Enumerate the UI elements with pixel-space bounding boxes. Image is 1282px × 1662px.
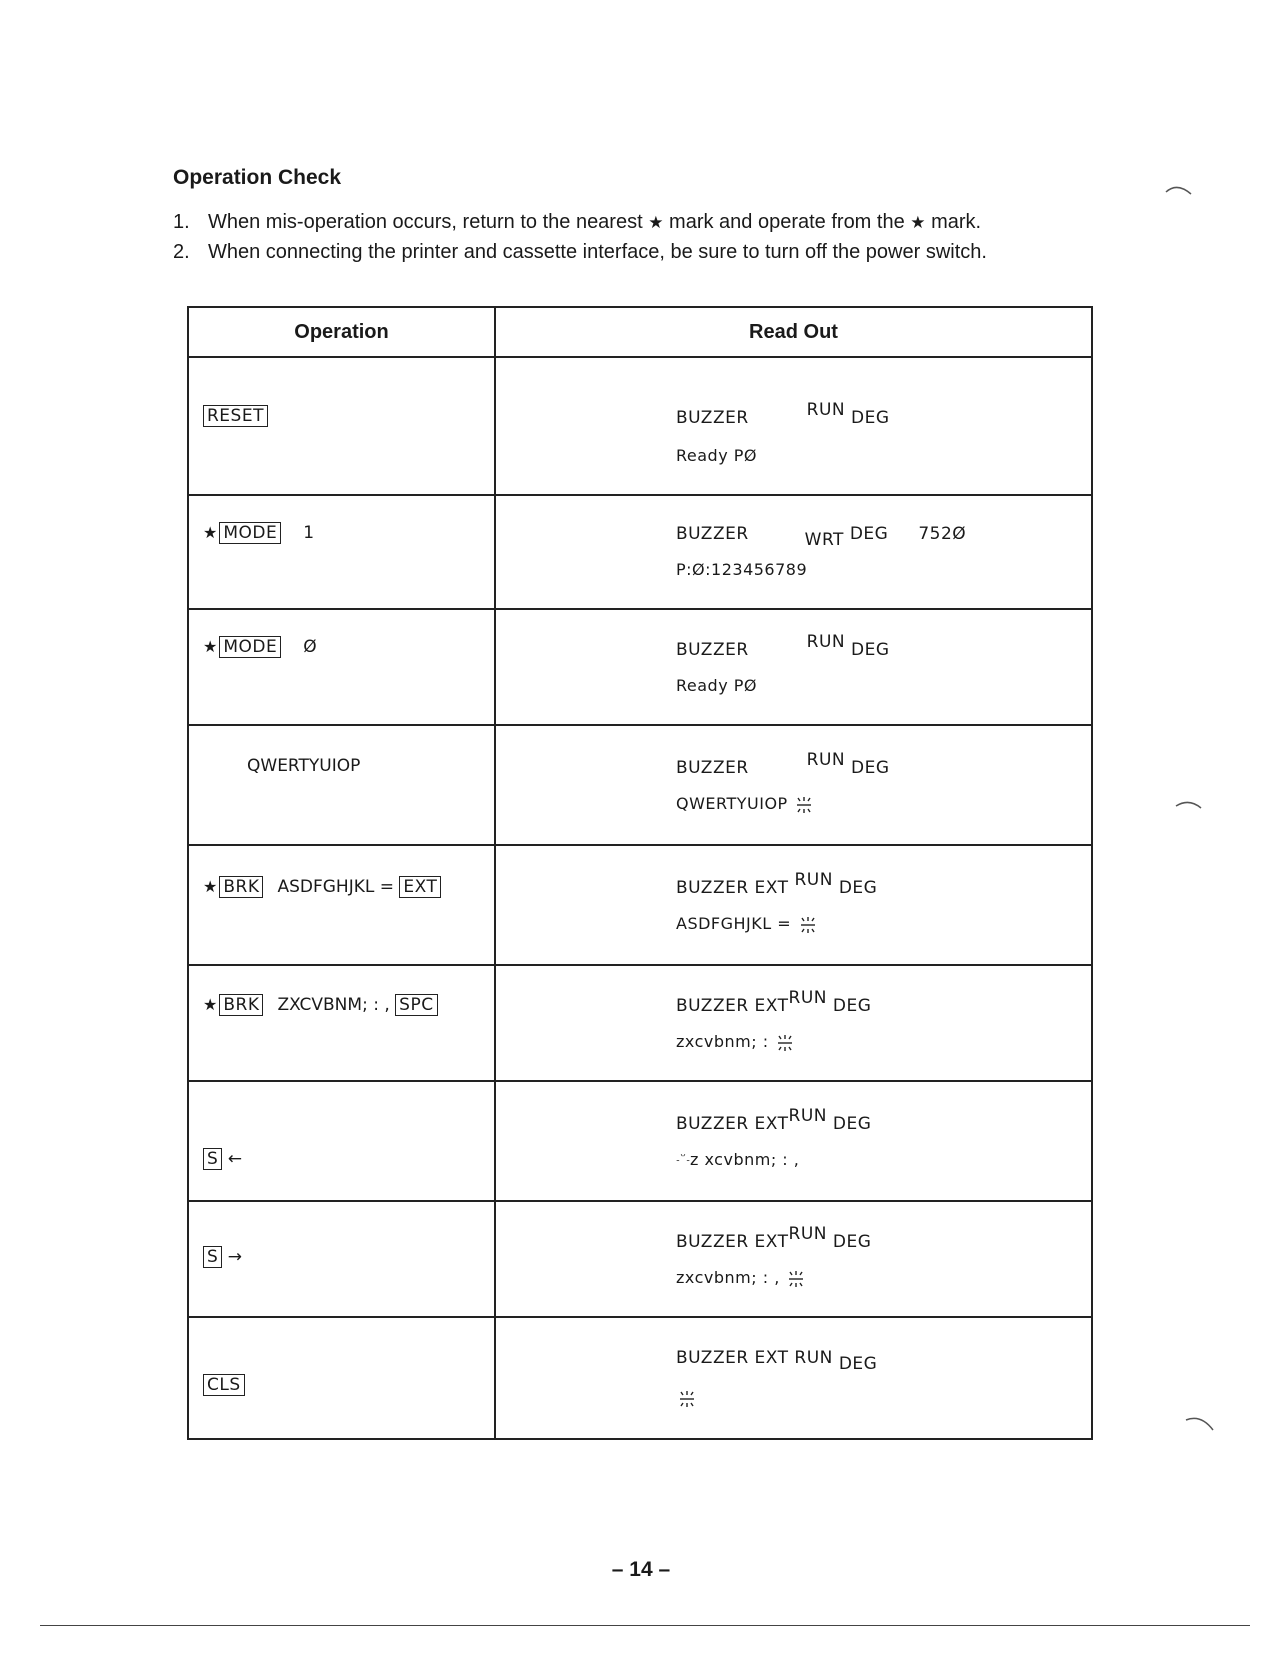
readout-mode: WRT — [804, 530, 844, 550]
note-text: When mis-operation occurs, return to the nearest — [208, 211, 643, 233]
note-text: When connecting the printer and cassette interface, be sure to turn off the power switch. — [208, 241, 987, 263]
star-icon: ★ — [648, 213, 664, 232]
star-icon: ★ — [203, 877, 218, 896]
operation-cell — [188, 609, 495, 725]
left-arrow-icon: ← — [227, 1149, 242, 1169]
readout-cell — [495, 1317, 1092, 1439]
margin-mark — [1175, 800, 1203, 812]
readout-status: BUZZER — [676, 758, 749, 778]
operation-cell — [188, 1317, 495, 1439]
operation-cell — [188, 1201, 495, 1317]
readout-cell — [495, 1201, 1092, 1317]
mode-key[interactable]: MODE — [219, 636, 281, 658]
readout-mode: RUN — [788, 1224, 828, 1244]
readout-angle: DEG — [832, 1232, 872, 1252]
readout-mode: RUN — [806, 632, 846, 652]
readout-angle: DEG — [832, 996, 872, 1016]
readout-line: ASDFGHJKL = — [676, 914, 792, 933]
readout-cell — [495, 845, 1092, 965]
readout-cell — [495, 495, 1092, 609]
table-row — [188, 357, 1092, 495]
table-row — [188, 495, 1092, 609]
readout-mode: RUN — [806, 750, 846, 770]
operation-cell — [188, 965, 495, 1081]
readout-cell — [495, 609, 1092, 725]
page-heading: Operation Check — [173, 166, 342, 189]
note-1 — [173, 211, 981, 234]
operation-cell — [188, 1081, 495, 1201]
readout-status: BUZZER — [676, 524, 749, 544]
right-arrow-icon: → — [227, 1247, 242, 1267]
table-row — [188, 1201, 1092, 1317]
operation-input: ASDFGHJKL = — [277, 877, 394, 897]
s-key[interactable]: S — [203, 1246, 222, 1268]
readout-line: P:Ø:123456789 — [676, 560, 808, 579]
readout-status: BUZZER EXT — [676, 878, 789, 898]
page-number: – 14 – — [611, 1558, 671, 1581]
mode-key[interactable]: MODE — [219, 522, 281, 544]
table-row — [188, 845, 1092, 965]
readout-angle: DEG — [838, 1354, 878, 1374]
table-row — [188, 725, 1092, 845]
readout-status: BUZZER EXT RUN — [676, 1348, 833, 1368]
table-row — [188, 609, 1092, 725]
blinking-cursor-icon — [676, 1388, 698, 1410]
readout-angle: DEG — [849, 524, 889, 544]
operation-cell — [188, 725, 495, 845]
blinking-cursor-icon — [793, 794, 815, 816]
readout-mode: RUN — [794, 870, 833, 890]
readout-line: Ready PØ — [676, 446, 757, 465]
operation-input: 1 — [303, 523, 315, 543]
operation-cell — [188, 845, 495, 965]
readout-cell — [495, 357, 1092, 495]
readout-mode: RUN — [806, 400, 846, 420]
brk-key[interactable]: BRK — [219, 876, 263, 898]
table-row — [188, 1317, 1092, 1439]
readout-angle: DEG — [851, 640, 890, 660]
note-2 — [173, 241, 987, 264]
note-text: mark and operate from the — [669, 211, 905, 233]
operation-input: QWERTYUIOP — [247, 756, 361, 776]
margin-mark — [1185, 1416, 1215, 1432]
margin-mark — [1165, 184, 1193, 196]
bottom-rule — [40, 1625, 1250, 1626]
readout-status: BUZZER EXT — [676, 1114, 789, 1134]
readout-status: BUZZER — [676, 408, 749, 428]
ext-key[interactable]: EXT — [399, 876, 441, 898]
operation-input: ZXCVBNM; : , — [277, 995, 390, 1015]
blinking-cursor-icon — [785, 1268, 807, 1290]
readout-line: Ready PØ — [676, 676, 757, 695]
readout-cell — [495, 965, 1092, 1081]
readout-cell — [495, 725, 1092, 845]
spc-key[interactable]: SPC — [395, 994, 437, 1016]
table-row — [188, 965, 1092, 1081]
s-key[interactable]: S — [203, 1148, 222, 1170]
readout-mode: RUN — [788, 1106, 828, 1126]
star-icon: ★ — [203, 523, 218, 542]
operation-cell — [188, 357, 495, 495]
star-icon: ★ — [203, 995, 218, 1014]
header-operation: Operation — [188, 307, 495, 357]
header-readout: Read Out — [495, 307, 1092, 357]
readout-angle: DEG — [851, 758, 890, 778]
readout-status: BUZZER EXT — [676, 1232, 789, 1252]
readout-angle: DEG — [851, 408, 890, 428]
operation-table — [187, 306, 1093, 1440]
readout-line: zxcvbnm; : — [676, 1032, 769, 1051]
cls-key[interactable]: CLS — [203, 1374, 245, 1396]
operation-input: Ø — [303, 637, 317, 657]
readout-line: zxcvbnm; : , — [676, 1268, 780, 1287]
readout-mode: RUN — [788, 988, 828, 1008]
readout-angle: DEG — [838, 878, 878, 898]
readout-status: BUZZER — [676, 640, 749, 660]
star-icon: ★ — [203, 637, 218, 656]
blinking-cursor-icon — [676, 1151, 690, 1169]
blinking-cursor-icon — [774, 1032, 796, 1054]
table-row — [188, 1081, 1092, 1201]
readout-angle: DEG — [832, 1114, 872, 1134]
note-number: 1. — [173, 211, 190, 233]
note-number: 2. — [173, 241, 190, 263]
readout-line: z xcvbnm; : , — [690, 1150, 800, 1169]
reset-key[interactable]: RESET — [203, 405, 268, 427]
note-text: mark. — [931, 211, 982, 233]
readout-status: BUZZER EXT — [676, 996, 789, 1016]
operation-cell — [188, 495, 495, 609]
readout-cell — [495, 1081, 1092, 1201]
blinking-cursor-icon — [797, 914, 819, 936]
star-icon: ★ — [910, 213, 926, 232]
readout-line: QWERTYUIOP — [676, 794, 788, 813]
brk-key[interactable]: BRK — [219, 994, 263, 1016]
readout-memory: 752Ø — [918, 524, 967, 544]
